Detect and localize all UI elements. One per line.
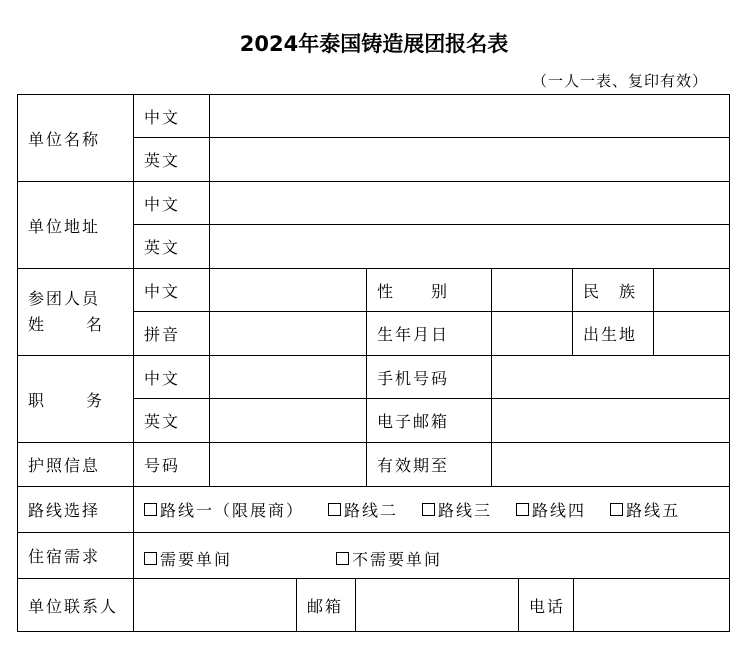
gender-field[interactable] bbox=[491, 268, 573, 312]
unit-address-label: 单位地址 bbox=[17, 181, 134, 269]
member-name-pinyin-field[interactable] bbox=[209, 311, 367, 356]
checkbox-icon bbox=[516, 503, 529, 516]
route-options bbox=[133, 486, 730, 533]
route-option-4[interactable]: 路线四 bbox=[516, 498, 586, 521]
ethnicity-field[interactable] bbox=[653, 268, 730, 312]
lodging-option-single[interactable]: 需要单间 bbox=[144, 547, 232, 570]
contact-field[interactable] bbox=[133, 578, 297, 632]
checkbox-icon bbox=[144, 552, 157, 565]
email-field[interactable] bbox=[491, 398, 730, 443]
lodging-options bbox=[133, 532, 730, 579]
ethnicity-label: 民 族 bbox=[572, 268, 654, 312]
unit-name-en-field[interactable] bbox=[209, 137, 730, 182]
gender-label: 性 别 bbox=[366, 268, 492, 312]
member-name-pinyin-label: 拼音 bbox=[133, 311, 210, 356]
contact-phone-field[interactable] bbox=[573, 578, 730, 632]
position-en-label: 英文 bbox=[133, 398, 210, 443]
unit-name-cn-label: 中文 bbox=[133, 94, 210, 138]
registration-form bbox=[17, 94, 730, 632]
passport-label: 护照信息 bbox=[17, 442, 134, 487]
birth-place-label: 出生地 bbox=[572, 311, 654, 356]
position-en-field[interactable] bbox=[209, 398, 367, 443]
page-title: 2024年泰国铸造展团报名表 bbox=[239, 32, 509, 56]
unit-name-cn-field[interactable] bbox=[209, 94, 730, 138]
mobile-label: 手机号码 bbox=[366, 355, 492, 399]
unit-address-en-label: 英文 bbox=[133, 224, 210, 269]
mobile-field[interactable] bbox=[491, 355, 730, 399]
member-name-cn-label: 中文 bbox=[133, 268, 210, 312]
unit-name-en-label: 英文 bbox=[133, 137, 210, 182]
route-option-2[interactable]: 路线二 bbox=[328, 498, 398, 521]
contact-phone-label: 电话 bbox=[518, 578, 574, 632]
route-label: 路线选择 bbox=[17, 486, 134, 533]
position-cn-label: 中文 bbox=[133, 355, 210, 399]
passport-expiry-field[interactable] bbox=[491, 442, 730, 487]
checkbox-icon bbox=[144, 503, 157, 516]
birth-place-field[interactable] bbox=[653, 311, 730, 356]
member-name-label-line1: 参团人员 bbox=[28, 289, 101, 308]
contact-mailbox-label: 邮箱 bbox=[296, 578, 356, 632]
passport-expiry-label: 有效期至 bbox=[366, 442, 492, 487]
email-label: 电子邮箱 bbox=[366, 398, 492, 443]
checkbox-icon bbox=[328, 503, 341, 516]
lodging-label: 住宿需求 bbox=[17, 532, 134, 579]
checkbox-icon bbox=[422, 503, 435, 516]
member-name-cn-field[interactable] bbox=[209, 268, 367, 312]
unit-name-label: 单位名称 bbox=[17, 94, 134, 182]
checkbox-icon bbox=[336, 552, 349, 565]
passport-number-label: 号码 bbox=[133, 442, 210, 487]
route-option-1[interactable]: 路线一（限展商） bbox=[144, 498, 304, 521]
route-option-5[interactable]: 路线五 bbox=[610, 498, 680, 521]
member-name-label bbox=[17, 268, 134, 356]
route-option-3[interactable]: 路线三 bbox=[422, 498, 492, 521]
unit-address-cn-label: 中文 bbox=[133, 181, 210, 225]
birth-date-field[interactable] bbox=[491, 311, 573, 356]
contact-label: 单位联系人 bbox=[17, 578, 134, 632]
passport-number-field[interactable] bbox=[209, 442, 367, 487]
birth-date-label: 生年月日 bbox=[366, 311, 492, 356]
position-cn-field[interactable] bbox=[209, 355, 367, 399]
lodging-option-shared[interactable]: 不需要单间 bbox=[336, 547, 442, 570]
form-note: （一人一表、复印有效） bbox=[531, 72, 708, 90]
unit-address-en-field[interactable] bbox=[209, 224, 730, 269]
contact-mailbox-field[interactable] bbox=[355, 578, 519, 632]
position-label: 职 务 bbox=[17, 355, 134, 443]
member-name-label-line2: 姓 名 bbox=[28, 315, 105, 334]
unit-address-cn-field[interactable] bbox=[209, 181, 730, 225]
checkbox-icon bbox=[610, 503, 623, 516]
